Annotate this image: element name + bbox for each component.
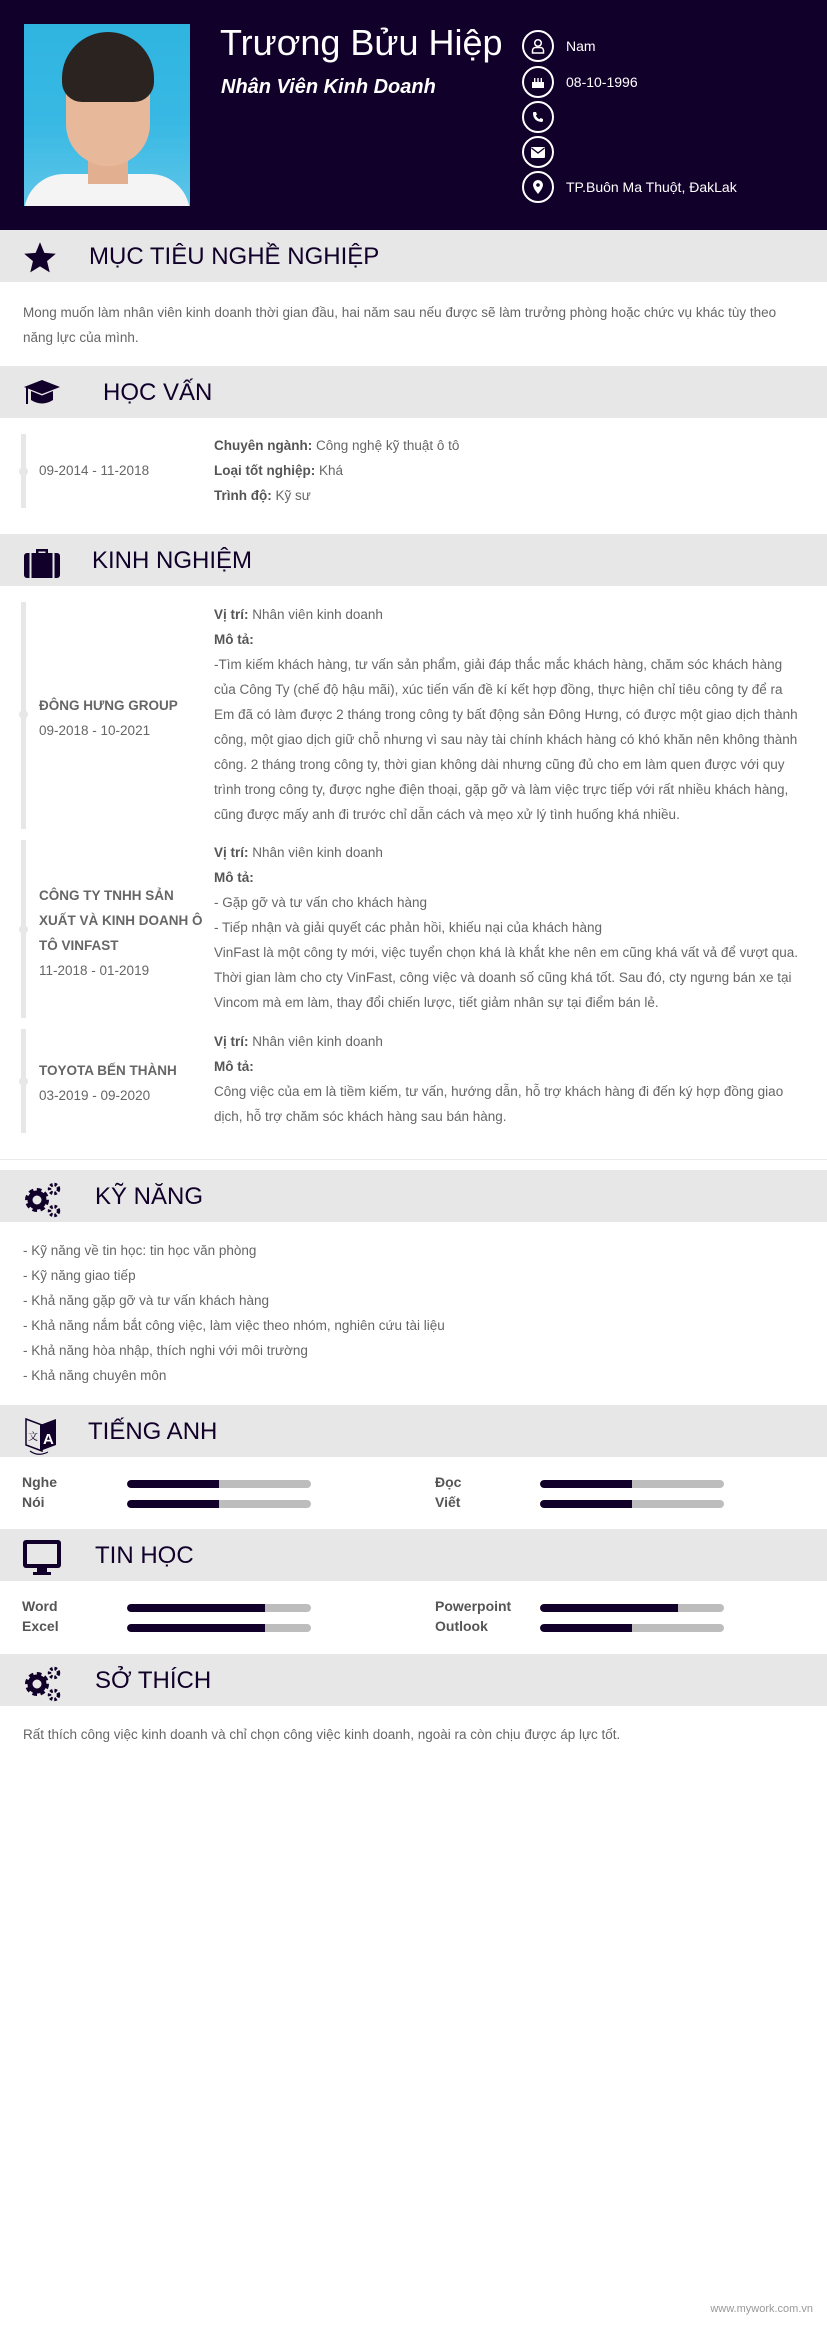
gender-value: Nam bbox=[566, 38, 596, 54]
position-label: Vị trí: bbox=[214, 845, 249, 860]
svg-text:文: 文 bbox=[28, 1432, 38, 1443]
section-title: HỌC VẤN bbox=[103, 379, 213, 406]
gears-icon bbox=[22, 1664, 62, 1698]
description-line: Công việc của em là tiềm kiếm, tư vấn, hướng dẫn, hỗ trợ khách hàng đi đến ký hợp đồng giao dịch, hỗ trợ chăm sóc khách hàng sau bán hàng. bbox=[214, 1084, 784, 1124]
progress-fill bbox=[127, 1624, 265, 1632]
skill-item: - Kỹ năng giao tiếp bbox=[23, 1268, 136, 1283]
progress-track bbox=[540, 1604, 724, 1612]
hobbies-text: Rất thích công việc kinh doanh và chỉ chọn công việc kinh doanh, ngoài ra còn chịu được áp lực tốt. bbox=[23, 1727, 621, 1742]
skill-item: - Khả năng chuyên môn bbox=[23, 1368, 167, 1383]
skill-bar-label: Powerpoint bbox=[435, 1598, 512, 1614]
skill-bar-label: Nói bbox=[22, 1494, 45, 1510]
progress-track bbox=[127, 1624, 311, 1632]
progress-fill bbox=[127, 1604, 265, 1612]
section-title: KINH NGHIỆM bbox=[92, 547, 253, 574]
progress-track bbox=[540, 1500, 724, 1508]
progress-track bbox=[127, 1604, 311, 1612]
birthday-value: 08-10-1996 bbox=[566, 74, 638, 90]
graduation-cap-icon bbox=[22, 376, 62, 410]
position-value: Nhân viên kinh doanh bbox=[252, 1034, 383, 1049]
level-value: Kỹ sư bbox=[275, 488, 311, 503]
user-icon bbox=[522, 30, 554, 62]
skill-bar-word bbox=[22, 1600, 352, 1616]
section-header-education bbox=[0, 366, 827, 418]
level-label: Trình độ: bbox=[214, 488, 272, 503]
section-header-it bbox=[0, 1529, 827, 1581]
position-label: Vị trí: bbox=[214, 607, 249, 622]
progress-fill bbox=[540, 1604, 678, 1612]
description-line: - Tiếp nhận và giải quyết các phản hồi, khiếu nại của khách hàng bbox=[214, 920, 603, 935]
svg-text:A: A bbox=[43, 1431, 54, 1448]
timeline-bar bbox=[21, 434, 26, 508]
skill-bar-label: Outlook bbox=[435, 1618, 488, 1634]
company-name: ĐÔNG HƯNG GROUP bbox=[39, 698, 178, 713]
briefcase-icon bbox=[22, 544, 62, 578]
section-header-skills bbox=[0, 1170, 827, 1222]
job-title: Nhân Viên Kinh Doanh bbox=[221, 76, 436, 98]
contact-gender bbox=[522, 30, 822, 62]
section-header-objective bbox=[0, 230, 827, 282]
experience-item-3-meta bbox=[39, 1058, 209, 1108]
work-period: 11-2018 - 01-2019 bbox=[39, 963, 150, 978]
candidate-name: Trương Bửu Hiệp bbox=[220, 22, 503, 63]
experience-item-3-details bbox=[214, 1029, 804, 1129]
timeline-bar bbox=[21, 1029, 26, 1133]
major-value: Công nghệ kỹ thuật ô tô bbox=[316, 438, 460, 453]
section-header-experience bbox=[0, 534, 827, 586]
skill-bar-label: Word bbox=[22, 1598, 58, 1614]
description-line: - Gặp gỡ và tư vấn cho khách hàng bbox=[214, 895, 428, 910]
contact-birthday bbox=[522, 66, 822, 98]
grade-label: Loại tốt nghiệp: bbox=[214, 463, 316, 478]
experience-item-1-details bbox=[214, 602, 804, 827]
section-title: TIN HỌC bbox=[95, 1542, 194, 1569]
major-label: Chuyên ngành: bbox=[214, 438, 313, 453]
timeline-bar bbox=[21, 840, 26, 1018]
grade-value: Khá bbox=[319, 463, 344, 478]
skill-item: - Kỹ năng về tin học: tin học văn phòng bbox=[23, 1243, 257, 1258]
work-period: 03-2019 - 09-2020 bbox=[39, 1088, 151, 1103]
envelope-icon bbox=[522, 136, 554, 168]
progress-fill bbox=[127, 1500, 219, 1508]
progress-track bbox=[540, 1480, 724, 1488]
contact-address bbox=[522, 171, 822, 203]
contact-email bbox=[522, 136, 822, 168]
progress-fill bbox=[127, 1480, 219, 1488]
skill-bar-reading bbox=[435, 1476, 765, 1492]
experience-item-2-details bbox=[214, 840, 804, 1015]
position-value: Nhân viên kinh doanh bbox=[252, 607, 383, 622]
section-title: MỤC TIÊU NGHỀ NGHIỆP bbox=[89, 243, 380, 270]
skill-item: - Khả năng gặp gỡ và tư vấn khách hàng bbox=[23, 1293, 270, 1308]
description-line: Em đã có làm được 2 tháng trong công ty bất động sản Đông Hưng, có được một giao dịch thành công, một giao dịch giữ chỗ nhưng vì sau này tài chính khách hàng có khó khăn nên không thành công. 2 tháng trong công ty, thời gian không dài nhưng cũng đủ cho em làm quen được với quy trình trong công ty, được nghe điện thoại, gặp gỡ và làm việc trực tiếp với rất nhiều khách hàng, cũng được mấy anh đi trước chỉ dẫn cách và mẹo xử lý tình huống khá nhiều. bbox=[214, 707, 798, 822]
divider bbox=[0, 1159, 827, 1160]
progress-track bbox=[127, 1480, 311, 1488]
skills-list bbox=[23, 1238, 445, 1388]
star-icon bbox=[22, 240, 62, 274]
watermark: www.mywork.com.vn bbox=[710, 2303, 813, 2315]
skill-bar-excel bbox=[22, 1620, 352, 1636]
experience-item-1-meta bbox=[39, 693, 209, 743]
skill-bar-label: Excel bbox=[22, 1618, 59, 1634]
section-header-hobbies bbox=[0, 1654, 827, 1706]
position-value: Nhân viên kinh doanh bbox=[252, 845, 383, 860]
section-title: KỸ NĂNG bbox=[95, 1183, 204, 1210]
skill-bar-powerpoint bbox=[435, 1600, 765, 1616]
birthday-cake-icon bbox=[522, 66, 554, 98]
skill-bar-label: Nghe bbox=[22, 1474, 57, 1490]
progress-fill bbox=[540, 1624, 632, 1632]
desktop-monitor-icon bbox=[22, 1539, 62, 1573]
skill-bar-writing bbox=[435, 1496, 765, 1512]
company-name: TOYOTA BẾN THÀNH bbox=[39, 1063, 177, 1078]
description-label: Mô tả: bbox=[214, 870, 254, 885]
description-label: Mô tả: bbox=[214, 1059, 254, 1074]
objective-text: Mong muốn làm nhân viên kinh doanh thời gian đầu, hai năm sau nếu được sẽ làm trưởng phòng hoặc chức vụ khác tùy theo năng lực của mình. bbox=[23, 305, 777, 345]
education-details bbox=[214, 433, 804, 508]
description-line: -Tìm kiếm khách hàng, tư vấn sản phẩm, giải đáp thắc mắc khách hàng, chăm sóc khách hàng của Công Ty (chế độ hậu mãi), xúc tiến vấn đề kí kết hợp đồng, thực hiện chỉ tiêu công ty để ra bbox=[214, 657, 783, 697]
section-title: TIẾNG ANH bbox=[88, 1418, 218, 1445]
contact-phone bbox=[522, 101, 822, 133]
phone-icon bbox=[522, 101, 554, 133]
education-period: 09-2014 - 11-2018 bbox=[39, 463, 150, 478]
experience-item-2-meta bbox=[39, 883, 211, 983]
work-period: 09-2018 - 10-2021 bbox=[39, 723, 151, 738]
skill-bar-label: Viết bbox=[435, 1494, 461, 1510]
section-title: SỞ THÍCH bbox=[95, 1667, 212, 1694]
address-value: TP.Buôn Ma Thuột, ĐakLak bbox=[566, 179, 737, 195]
gears-icon bbox=[22, 1180, 62, 1214]
skill-bar-speaking bbox=[22, 1496, 352, 1512]
progress-track bbox=[540, 1624, 724, 1632]
progress-fill bbox=[540, 1500, 632, 1508]
profile-photo bbox=[24, 24, 190, 206]
language-translate-icon bbox=[22, 1415, 62, 1449]
company-name: CÔNG TY TNHH SẢN XUẤT VÀ KINH DOANH Ô TÔ VINFAST bbox=[39, 888, 203, 953]
skill-item: - Khả năng hòa nhập, thích nghi với môi trường bbox=[23, 1343, 308, 1358]
progress-fill bbox=[540, 1480, 632, 1488]
description-line: VinFast là một công ty mới, việc tuyển chọn khá là khắt khe nên em cũng khá vất vả để vượt qua. Thời gian làm cho cty VinFast, công việc và doanh số cũng khá tốt. Sau đó, cty ngưng bán xe tại Vincom mà em làm, thay đổi chiến lược, tiết giảm nhân sự tại điểm bán lẻ. bbox=[214, 945, 799, 1010]
description-label: Mô tả: bbox=[214, 632, 254, 647]
skill-bar-outlook bbox=[435, 1620, 765, 1636]
map-marker-icon bbox=[522, 171, 554, 203]
section-header-english bbox=[0, 1405, 827, 1457]
skill-bar-listening bbox=[22, 1476, 352, 1492]
cv-header bbox=[0, 0, 827, 230]
timeline-bar bbox=[21, 602, 26, 829]
position-label: Vị trí: bbox=[214, 1034, 249, 1049]
skill-item: - Khả năng nắm bắt công việc, làm việc theo nhóm, nghiên cứu tài liệu bbox=[23, 1318, 445, 1333]
skill-bar-label: Đọc bbox=[435, 1474, 462, 1490]
progress-track bbox=[127, 1500, 311, 1508]
